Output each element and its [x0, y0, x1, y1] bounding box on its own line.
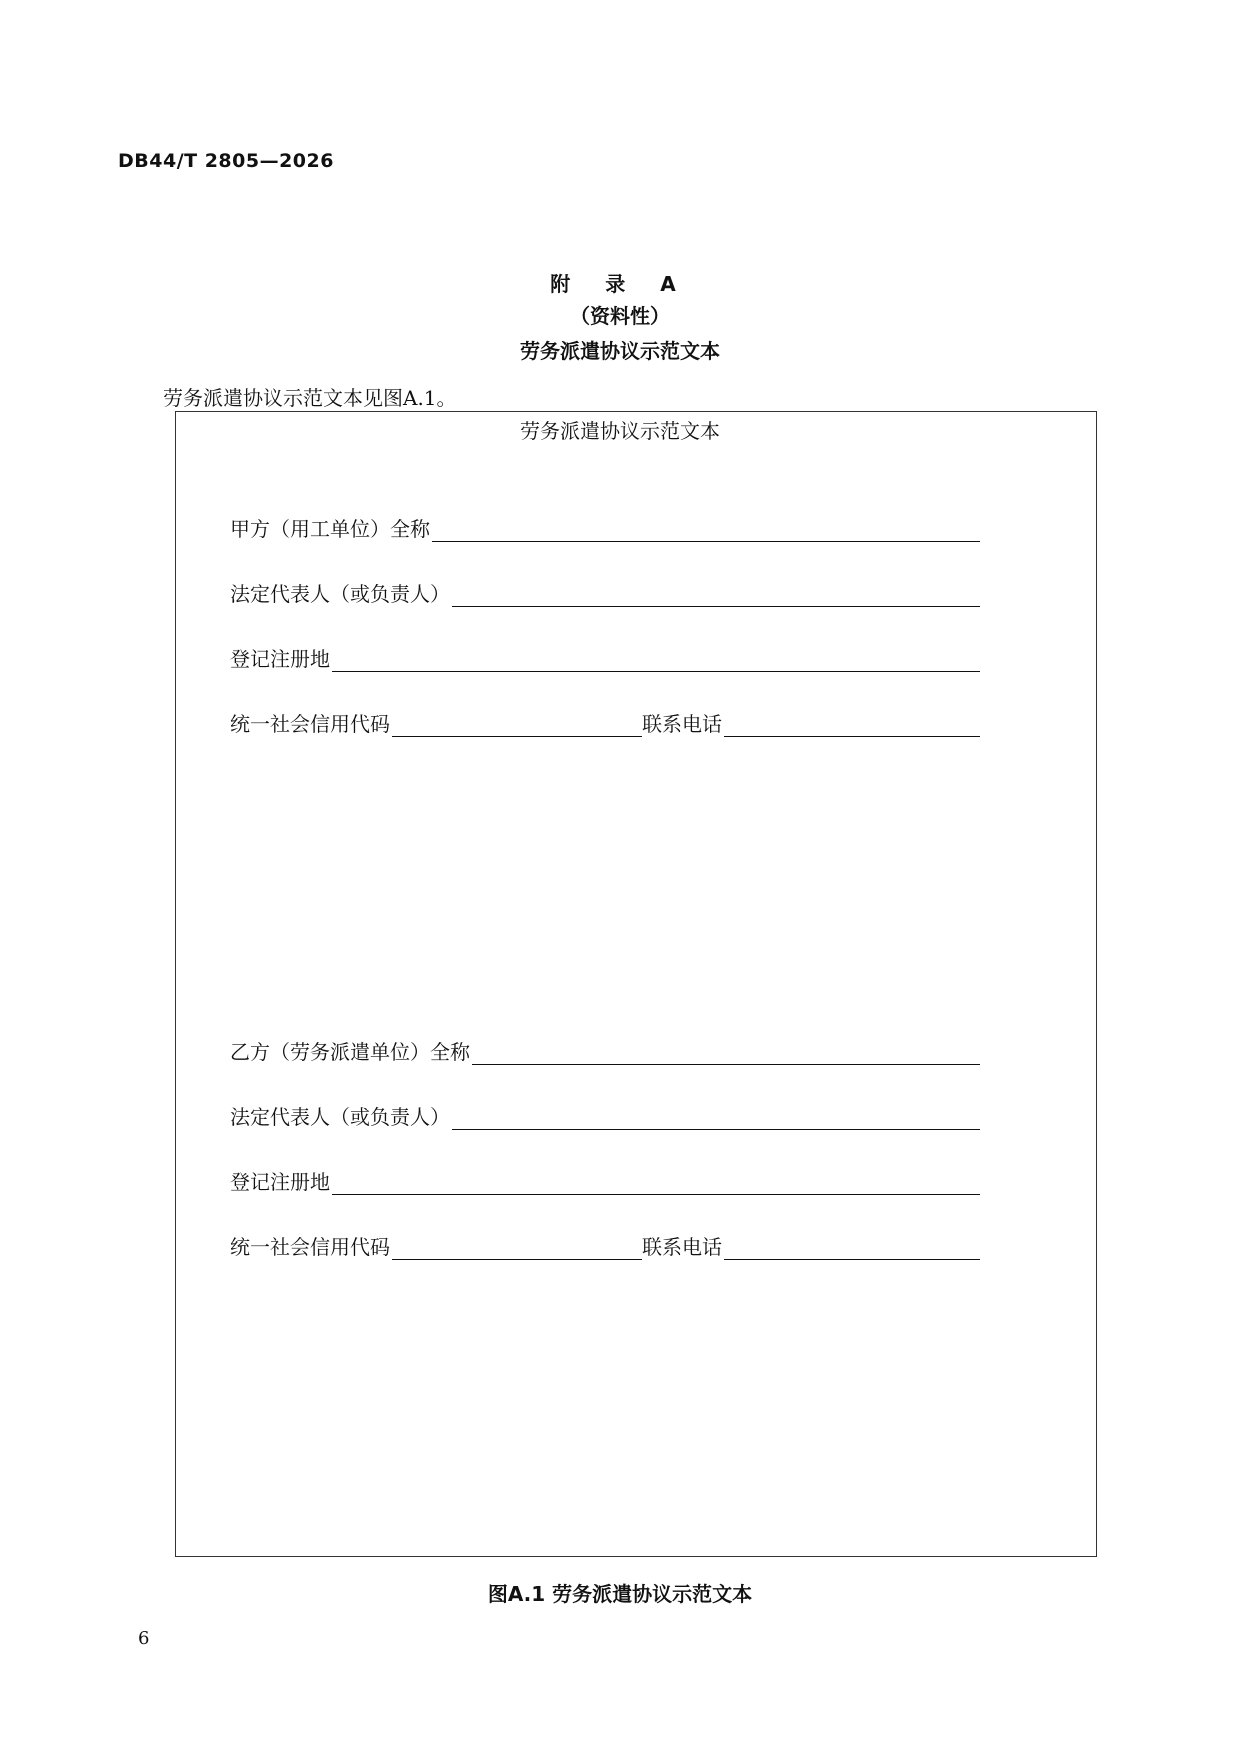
annex-nature: （资料性）: [570, 304, 670, 328]
standard-code: DB44/T 2805—2026: [118, 150, 334, 172]
party-b-name-row: [230, 1035, 980, 1065]
party-b-representative-row: [230, 1100, 980, 1130]
party-b-representative-field[interactable]: [452, 1105, 980, 1130]
party-a-name-field[interactable]: [432, 517, 980, 542]
party-a-representative-row: [230, 577, 980, 607]
annex-title: 劳务派遣协议示范文本: [520, 339, 720, 363]
figure-caption: 图A.1 劳务派遣协议示范文本: [487, 1582, 753, 1606]
party-b-credit-code-field[interactable]: [392, 1235, 642, 1260]
party-a-name-row: [230, 512, 980, 542]
party-b-credit-code-label: 统一社会信用代码: [230, 1235, 390, 1259]
party-a-phone-label: 联系电话: [642, 712, 722, 736]
party-a-credit-code-field[interactable]: [392, 712, 642, 737]
party-a-name-label: 甲方（用工单位）全称: [230, 517, 430, 541]
party-b-address-field[interactable]: [332, 1170, 980, 1195]
party-b-address-label: 登记注册地: [230, 1170, 330, 1194]
form-title: 劳务派遣协议示范文本: [520, 419, 720, 443]
party-a-representative-label: 法定代表人（或负责人）: [230, 582, 450, 606]
party-b-address-row: [230, 1165, 980, 1195]
party-b-name-field[interactable]: [472, 1040, 980, 1065]
party-a-credit-code-label: 统一社会信用代码: [230, 712, 390, 736]
party-a-credit-row: [230, 707, 980, 737]
party-a-representative-field[interactable]: [452, 582, 980, 607]
party-b-phone-label: 联系电话: [642, 1235, 722, 1259]
party-a-phone-field[interactable]: [724, 712, 980, 737]
party-a-address-row: [230, 642, 980, 672]
page-number: 6: [138, 1628, 150, 1649]
annex-letter: 附 录 A: [550, 272, 690, 296]
party-b-credit-row: [230, 1230, 980, 1260]
party-b-phone-field[interactable]: [724, 1235, 980, 1260]
party-a-address-label: 登记注册地: [230, 647, 330, 671]
party-b-name-label: 乙方（劳务派遣单位）全称: [230, 1040, 470, 1064]
party-b-representative-label: 法定代表人（或负责人）: [230, 1105, 450, 1129]
intro-text: 劳务派遣协议示范文本见图A.1。: [163, 386, 457, 410]
party-a-address-field[interactable]: [332, 647, 980, 672]
